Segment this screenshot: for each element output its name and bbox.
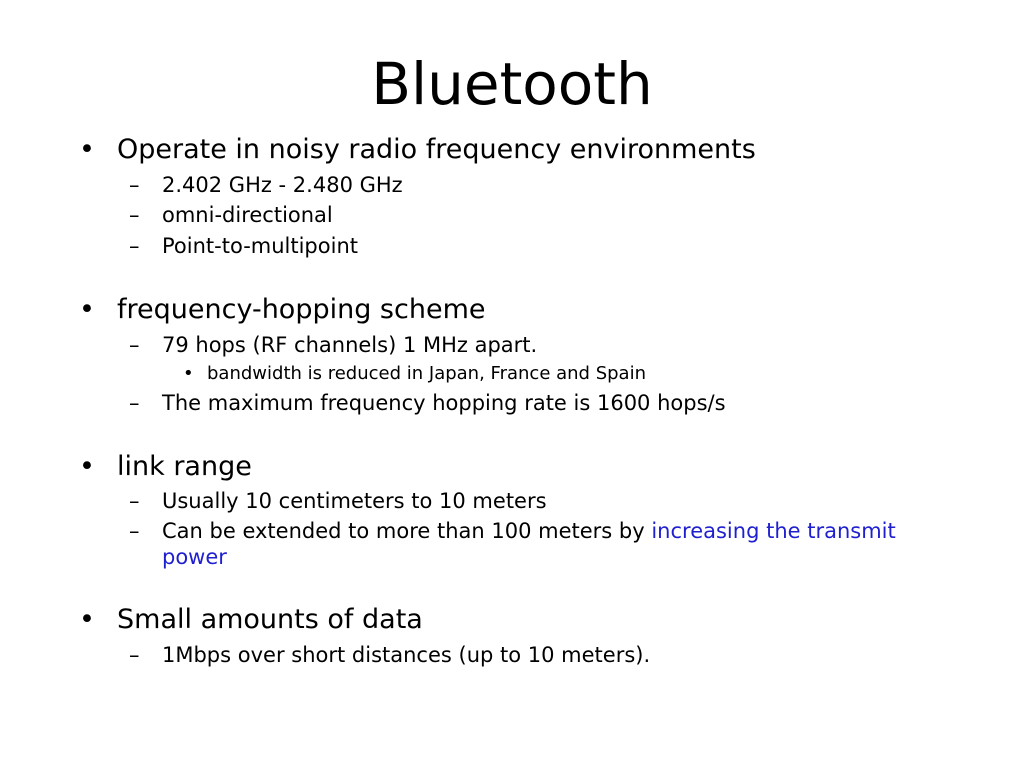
bullet-marker: • — [79, 294, 95, 325]
dash-marker: – — [129, 203, 140, 227]
slide-title: Bluetooth — [371, 50, 653, 118]
subbullet-frequency-range — [129, 172, 403, 198]
dash-marker: – — [129, 333, 140, 357]
bullet-text: Operate in noisy radio frequency environments — [117, 134, 756, 165]
bullet-marker: • — [183, 363, 194, 384]
bullet-marker: • — [79, 451, 95, 482]
subbullet-usual-range — [129, 488, 547, 514]
dash-marker: – — [129, 234, 140, 258]
bullet-link-range — [79, 450, 252, 484]
bullet-text: frequency-hopping scheme — [117, 294, 486, 325]
highlighted-text: increasing the transmit power — [162, 519, 896, 569]
subbullet-1mbps — [129, 642, 651, 668]
subbullet-text: 79 hops (RF channels) 1 MHz apart. — [162, 333, 538, 357]
subbullet-point-to-multipoint — [129, 233, 358, 259]
subbullet-omni-directional — [129, 202, 333, 228]
bullet-marker: • — [79, 604, 95, 635]
bullet-frequency-hopping — [79, 293, 486, 327]
subbullet-text: Can be extended to more than 100 meters by — [162, 519, 652, 543]
subbullet-79-hops — [129, 332, 538, 358]
subbullet-text: 2.402 GHz - 2.480 GHz — [162, 173, 403, 197]
bullet-text: Small amounts of data — [117, 604, 423, 635]
subbullet-text: 1Mbps over short distances (up to 10 meters). — [162, 643, 651, 667]
dash-marker: – — [129, 643, 140, 667]
subsubbullet-bandwidth — [183, 362, 646, 386]
subsubbullet-text: bandwidth is reduced in Japan, France and Spain — [207, 363, 646, 384]
bullet-marker: • — [79, 134, 95, 165]
bullet-operate-noisy — [79, 133, 756, 167]
bullet-text: link range — [117, 451, 252, 482]
dash-marker: – — [129, 489, 140, 513]
subbullet-max-hopping-rate — [129, 390, 726, 416]
subbullet-text: omni-directional — [162, 203, 333, 227]
subbullet-text: Usually 10 centimeters to 10 meters — [162, 489, 547, 513]
bullet-small-data — [79, 603, 423, 637]
subbullet-extended-range — [129, 518, 962, 570]
dash-marker: – — [129, 519, 140, 543]
subbullet-text: The maximum frequency hopping rate is 1600 hops/s — [162, 391, 726, 415]
subbullet-text: Point-to-multipoint — [162, 234, 358, 258]
dash-marker: – — [129, 391, 140, 415]
dash-marker: – — [129, 173, 140, 197]
